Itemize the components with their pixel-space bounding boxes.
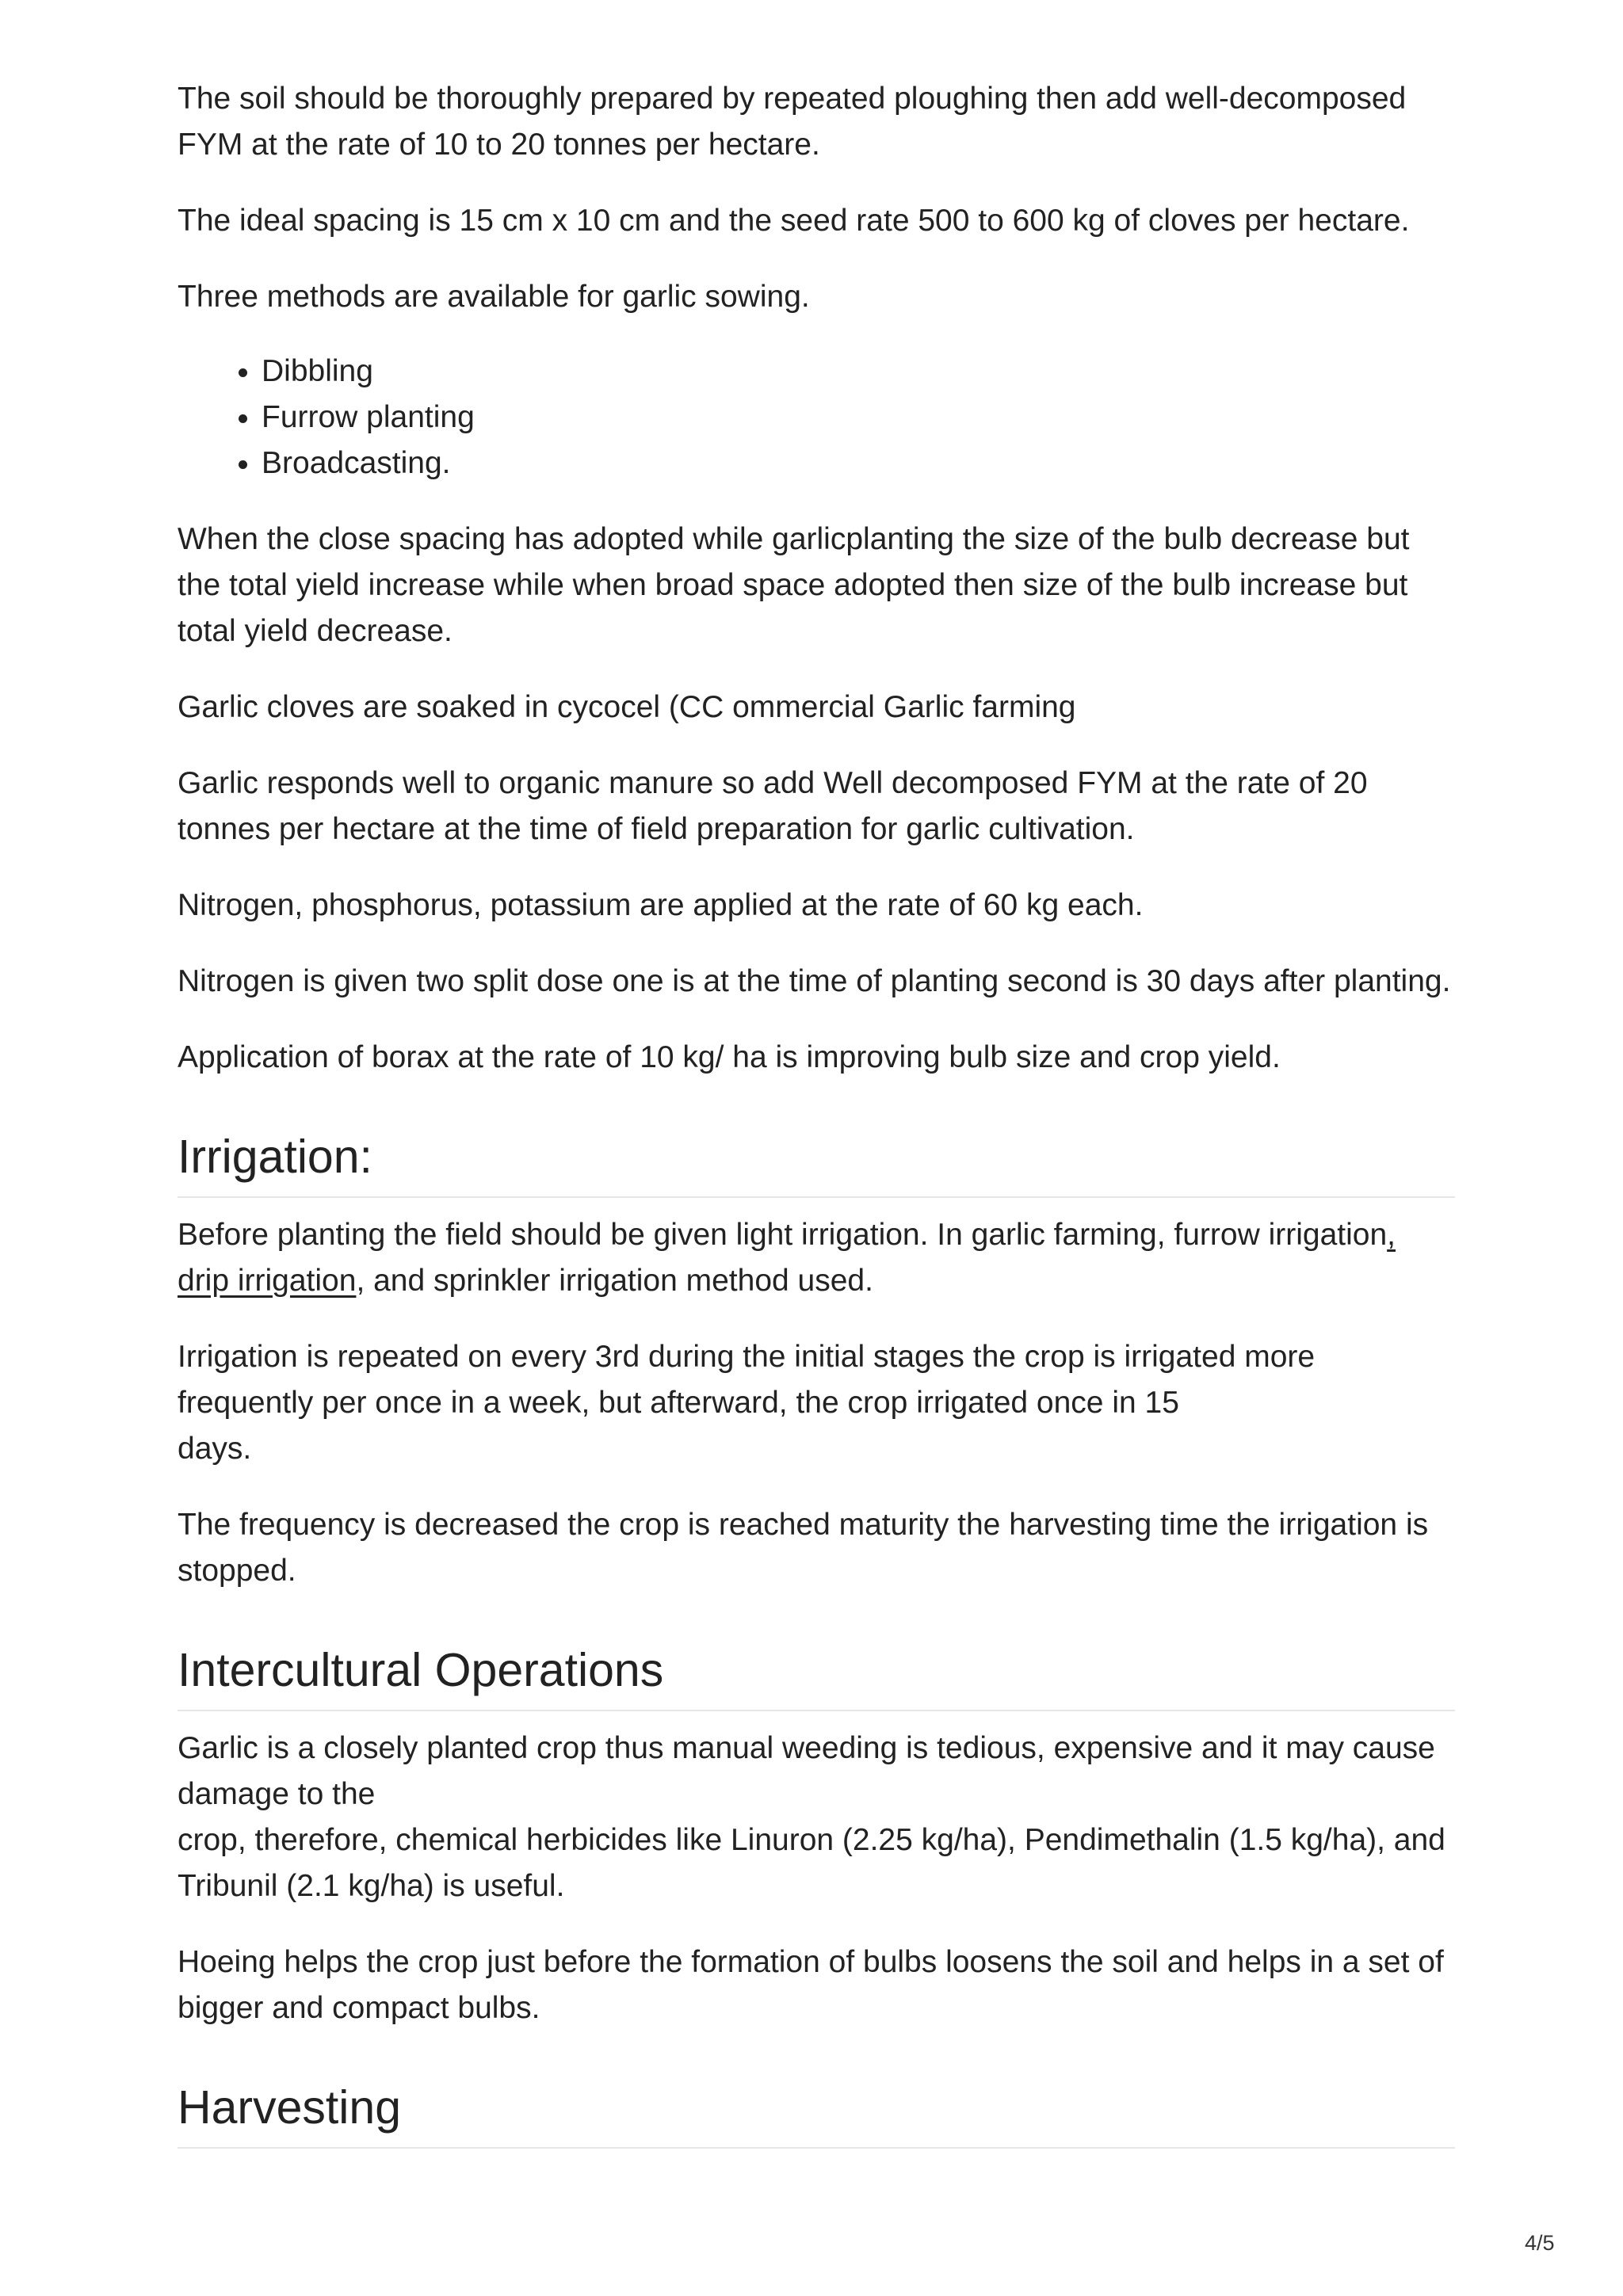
- irrigation-frequency-line2: days.: [178, 1432, 252, 1466]
- paragraph-soil-preparation: The soil should be thoroughly prepared by repeated ploughing then add well-decomposed FYM at the rate of 10 to 20 tonnes per hectare.: [178, 82, 1407, 162]
- paragraph-weeding: [178, 1726, 1455, 1909]
- paragraph-irrigation-stop: The frequency is decreased the crop is reached maturity the harvesting time the irrigation is stopped.: [178, 1508, 1429, 1588]
- heading-irrigation: Irrigation:: [178, 1128, 1455, 1198]
- drip-irrigation-link[interactable]: , drip irrigation: [178, 1218, 1396, 1298]
- irrigation-text-before: Before planting the field should be given light irrigation. In garlic farming, furrow irrigation: [178, 1218, 1388, 1252]
- paragraph-organic-manure: Garlic responds well to organic manure so add Well decomposed FYM at the rate of 20 tonnes per hectare at the time of field preparation for garlic cultivation.: [178, 766, 1368, 846]
- heading-harvesting: Harvesting: [178, 2079, 1455, 2149]
- sowing-methods-list: [178, 349, 1455, 486]
- irrigation-text-after: , and sprinkler irrigation method used.: [356, 1264, 873, 1298]
- article-content: [178, 76, 1455, 2163]
- list-item: • Dibbling: [262, 349, 1455, 395]
- heading-intercultural-operations: Intercultural Operations: [178, 1642, 1455, 1711]
- paragraph-hoeing: Hoeing helps the crop just before the formation of bulbs loosens the soil and helps in a set of bigger and compact bulbs.: [178, 1945, 1444, 2025]
- paragraph-npk: Nitrogen, phosphorus, potassium are applied at the rate of 60 kg each.: [178, 888, 1144, 922]
- paragraph-spacing: The ideal spacing is 15 cm x 10 cm and the seed rate 500 to 600 kg of cloves per hectare.: [178, 204, 1410, 238]
- paragraph-spacing-effect: When the close spacing has adopted while garlicplanting the size of the bulb decrease but the total yield increase while when broad space adopted then size of the bulb increase but total yield decrease.: [178, 522, 1410, 648]
- weeding-line1: Garlic is a closely planted crop thus manual weeding is tedious, expensive and it may cause damage to the: [178, 1731, 1435, 1811]
- weeding-line2: crop, therefore, chemical herbicides like Linuron (2.25 kg/ha), Pendimethalin (1.5 kg/ha), and Tribunil (2.1 kg/ha) is useful.: [178, 1823, 1445, 1903]
- list-item: • Broadcasting.: [262, 441, 1455, 486]
- paragraph-irrigation-frequency: [178, 1334, 1455, 1472]
- list-item: • Furrow planting: [262, 395, 1455, 441]
- page-number: 4/5: [1525, 2231, 1555, 2255]
- irrigation-frequency-line1: Irrigation is repeated on every 3rd during the initial stages the crop is irrigated more frequently per once in a week, but afterward, the crop irrigated once in 15: [178, 1340, 1316, 1420]
- paragraph-nitrogen-split: Nitrogen is given two split dose one is at the time of planting second is 30 days after planting.: [178, 964, 1451, 998]
- paragraph-irrigation-methods: [178, 1212, 1455, 1304]
- paragraph-cycocel: Garlic cloves are soaked in cycocel (CC ommercial Garlic farming: [178, 690, 1076, 724]
- paragraph-borax: Application of borax at the rate of 10 kg/ ha is improving bulb size and crop yield.: [178, 1040, 1281, 1074]
- paragraph-sowing-methods-intro: Three methods are available for garlic sowing.: [178, 280, 810, 314]
